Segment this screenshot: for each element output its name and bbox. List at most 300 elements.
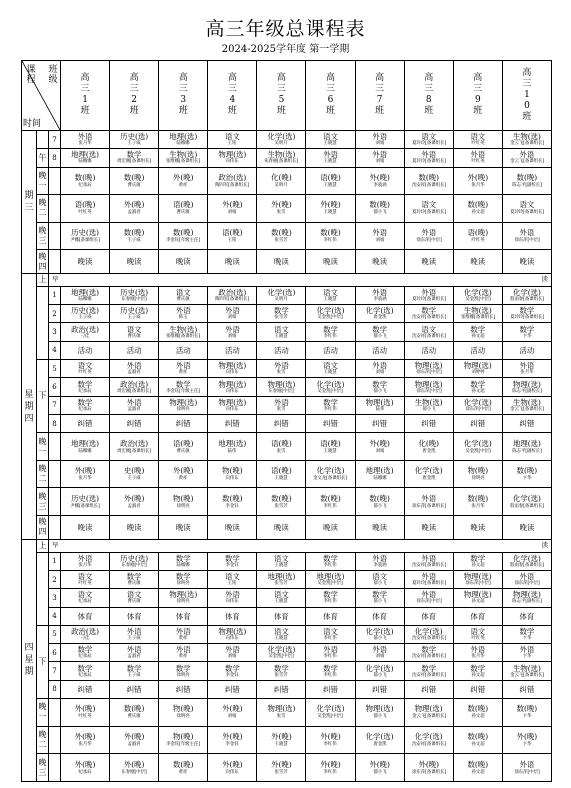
subject-name: 外语 bbox=[519, 572, 535, 581]
schedule-cell: 晚读 bbox=[159, 515, 208, 539]
schedule-cell bbox=[453, 699, 502, 727]
teacher-name: 张月华 bbox=[520, 370, 534, 376]
period-number bbox=[49, 726, 61, 754]
schedule-cell bbox=[208, 699, 257, 727]
teacher-name: 李金钰 bbox=[225, 742, 239, 747]
subject-name: 外语 bbox=[421, 572, 437, 581]
schedule-cell bbox=[257, 360, 306, 378]
class-header-char: 5 bbox=[278, 95, 285, 106]
teacher-name: 曹庆敏 bbox=[176, 297, 190, 302]
subject-name: 化学(选) bbox=[267, 132, 296, 142]
schedule-row bbox=[22, 488, 552, 516]
section-label bbox=[37, 552, 49, 625]
schedule-cell bbox=[453, 286, 502, 304]
section-label-char: 三 bbox=[38, 767, 47, 777]
subject-name: 体育 bbox=[421, 611, 437, 621]
teacher-name: 王晓慧 bbox=[323, 141, 338, 146]
subject-name: 史(晚) bbox=[123, 466, 145, 476]
subject-name: 外(晚) bbox=[74, 466, 96, 476]
teacher-name: 沈安祥[备课组长] bbox=[411, 315, 446, 321]
teacher-name: 黄祥 bbox=[178, 654, 188, 660]
subject-name: 语(晚) bbox=[172, 438, 194, 448]
teacher-name: 张月华 bbox=[471, 654, 485, 660]
teacher-name: 孙文超 bbox=[471, 672, 485, 678]
subject-name: 外语 bbox=[519, 150, 535, 160]
schedule-cell bbox=[306, 726, 355, 754]
subject-name: 外语 bbox=[274, 361, 289, 371]
subject-name: 外语 bbox=[519, 227, 535, 237]
subject-name: 纠错 bbox=[175, 684, 191, 694]
teacher-name: 王晓慧 bbox=[274, 562, 288, 568]
teacher-name: 叶红英 bbox=[471, 636, 485, 641]
section-label-char: 下 bbox=[38, 391, 47, 401]
subject-name: 外(晚) bbox=[123, 200, 145, 210]
subject-name: 外(晚) bbox=[271, 200, 292, 210]
schedule-cell bbox=[61, 323, 110, 341]
subject-name: 数(晚) bbox=[320, 493, 341, 503]
section-label-char: 晚 bbox=[38, 517, 47, 527]
schedule-cell bbox=[208, 415, 257, 433]
subject-name: 数(晚) bbox=[369, 200, 390, 210]
teacher-name: 李红伟 bbox=[323, 769, 338, 775]
schedule-cell: 晚读 bbox=[61, 515, 110, 539]
subject-name: 语文 bbox=[470, 626, 486, 636]
schedule-cell bbox=[404, 149, 453, 167]
teacher-name: 卞华 bbox=[522, 636, 532, 641]
schedule-cell bbox=[404, 360, 453, 378]
subject-name: 语文 bbox=[126, 590, 142, 600]
schedule-row bbox=[22, 644, 552, 662]
teacher-name: 郁小飞 bbox=[373, 503, 387, 509]
teacher-name: 张雪 bbox=[277, 210, 286, 216]
teacher-name: 东春刚[中层] bbox=[268, 388, 295, 394]
teacher-name: 刘娟 bbox=[227, 333, 237, 339]
teacher-name: 张维娜[备课组长] bbox=[460, 315, 495, 321]
schedule-cell bbox=[257, 625, 306, 643]
teacher-name: 徐明亮 bbox=[176, 407, 190, 412]
teacher-name: 沈安祥[备课组长] bbox=[411, 562, 446, 568]
schedule-cell bbox=[159, 570, 208, 588]
schedule-cell bbox=[159, 286, 208, 304]
subject-name: 外(晚) bbox=[320, 200, 341, 210]
teacher-name: 黄祥 bbox=[178, 370, 188, 376]
subject-name: 外(晚) bbox=[467, 172, 489, 182]
class-header-char: 高 bbox=[129, 73, 139, 84]
teacher-name: 郁小飞 bbox=[373, 581, 387, 586]
class-header-char: 0 bbox=[524, 100, 530, 111]
subject-name: 政治(选) bbox=[218, 287, 247, 297]
section-label bbox=[37, 149, 49, 167]
subject-name: 体育 bbox=[175, 611, 191, 621]
section-label-char: 晚 bbox=[38, 729, 47, 739]
schedule-cell bbox=[257, 552, 306, 570]
schedule-cell bbox=[453, 130, 502, 148]
schedule-cell bbox=[502, 305, 551, 323]
subject-name: 外语 bbox=[470, 150, 486, 160]
subject-name: 数学 bbox=[323, 553, 338, 563]
subject-name: 活动 bbox=[519, 345, 535, 355]
schedule-cell bbox=[355, 662, 404, 680]
subject-name: 物理(选) bbox=[414, 361, 443, 371]
subject-name: 数学 bbox=[274, 306, 289, 316]
subject-name: 数学 bbox=[470, 553, 486, 563]
teacher-name: 郁小飞 bbox=[373, 672, 387, 678]
subject-name: 语(晚) bbox=[74, 200, 96, 210]
schedule-cell bbox=[159, 644, 208, 662]
schedule-row bbox=[22, 589, 552, 607]
subject-name: 活动 bbox=[175, 345, 191, 355]
subject-name: 数学 bbox=[323, 324, 338, 334]
teacher-name: 孙文超 bbox=[471, 210, 485, 216]
teacher-name: 王子威 bbox=[127, 141, 141, 146]
subject-name: 地理(选) bbox=[365, 466, 394, 476]
schedule-cell bbox=[355, 699, 404, 727]
subject-name: 活动 bbox=[323, 345, 338, 355]
schedule-cell bbox=[306, 360, 355, 378]
subject-name: 外(晚) bbox=[172, 172, 194, 182]
class-header-char: 高 bbox=[522, 67, 532, 78]
schedule-cell bbox=[355, 130, 404, 148]
schedule-cell bbox=[159, 396, 208, 414]
subject-name: 外(晚) bbox=[320, 759, 341, 769]
teacher-name: 郁小飞 bbox=[373, 599, 387, 605]
subject-name: 数学 bbox=[323, 590, 338, 600]
schedule-cell bbox=[453, 570, 502, 588]
teacher-name: 王铭 bbox=[227, 581, 237, 586]
subject-name: 外(晚) bbox=[74, 759, 96, 769]
schedule-cell bbox=[502, 378, 551, 396]
schedule-cell bbox=[110, 570, 159, 588]
schedule-cell bbox=[453, 341, 502, 359]
section-label-char: 四 bbox=[38, 261, 47, 271]
teacher-name: 张月华 bbox=[78, 141, 92, 146]
teacher-name: 叶红英 bbox=[78, 210, 92, 216]
schedule-cell bbox=[61, 396, 110, 414]
teacher-name: 张雪芳 bbox=[274, 769, 288, 775]
teacher-name: 向伟东 bbox=[225, 407, 239, 412]
subject-name: 外(晚) bbox=[74, 731, 96, 741]
class-header bbox=[208, 61, 257, 131]
schedule-cell: 晚读 bbox=[208, 250, 257, 274]
schedule-cell bbox=[306, 570, 355, 588]
schedule-cell bbox=[110, 378, 159, 396]
subject-name: 外语 bbox=[77, 132, 93, 142]
section-label bbox=[37, 726, 49, 754]
subject-name: 数(晚) bbox=[467, 759, 489, 769]
section-label-char: 晚 bbox=[38, 757, 47, 767]
schedule-cell bbox=[257, 305, 306, 323]
subject-name: 化学(选) bbox=[365, 731, 394, 741]
teacher-name: 王子威 bbox=[78, 315, 92, 321]
subject-name: 历史(选) bbox=[120, 306, 149, 316]
subject-name: 体育 bbox=[470, 611, 486, 621]
schedule-cell bbox=[502, 130, 551, 148]
schedule-cell bbox=[61, 662, 110, 680]
period-number: 3 bbox=[49, 589, 61, 607]
teacher-name: 东春刚[中层] bbox=[121, 562, 147, 568]
subject-name: 物理(选) bbox=[169, 397, 198, 407]
subject-name: 外(晚) bbox=[369, 438, 390, 448]
subject-name: 纠错 bbox=[126, 684, 142, 694]
subject-name: 纠错 bbox=[323, 684, 338, 694]
schedule-cell bbox=[355, 589, 404, 607]
schedule-cell bbox=[502, 625, 551, 643]
subject-name: 数(晚) bbox=[516, 704, 538, 714]
subject-name: 外语 bbox=[224, 324, 240, 334]
period-number: 6 bbox=[49, 644, 61, 662]
class-header-char: 高 bbox=[326, 73, 336, 84]
schedule-cell bbox=[159, 305, 208, 323]
subject-name: 语文 bbox=[274, 324, 289, 334]
teacher-name: 徐东萍[中层] bbox=[416, 388, 442, 394]
schedule-cell bbox=[159, 680, 208, 698]
teacher-name: 张月华 bbox=[78, 476, 92, 482]
schedule-cell bbox=[404, 222, 453, 250]
schedule-cell bbox=[61, 378, 110, 396]
teacher-name: 刁佳 bbox=[80, 333, 90, 339]
schedule-cell bbox=[110, 195, 159, 223]
subject-name: 数学 bbox=[126, 150, 142, 160]
schedule-cell bbox=[355, 360, 404, 378]
schedule-cell bbox=[159, 378, 208, 396]
teacher-name: 徐明亮 bbox=[176, 714, 190, 720]
subject-name: 数学 bbox=[421, 663, 437, 673]
subject-name: 语(晚) bbox=[172, 200, 194, 210]
subject-name: 化学(选) bbox=[316, 306, 345, 316]
subject-name: 数(晚) bbox=[418, 172, 439, 182]
section-label-char: 一 bbox=[38, 446, 47, 456]
schedule-cell bbox=[61, 149, 110, 167]
subject-name: 数(晚) bbox=[516, 172, 538, 182]
schedule-row bbox=[22, 167, 552, 195]
schedule-cell bbox=[355, 625, 404, 643]
subject-name: 外语 bbox=[372, 645, 388, 655]
schedule-cell bbox=[159, 754, 208, 782]
teacher-name: 李红伟 bbox=[323, 599, 338, 605]
teacher-name: 殷雨春[备课组长] bbox=[509, 297, 544, 302]
schedule-cell bbox=[61, 726, 110, 754]
teacher-name: 王子威 bbox=[127, 237, 141, 243]
subject-name: 外语 bbox=[372, 132, 388, 142]
subject-name: 地理(选) bbox=[71, 150, 100, 160]
schedule-cell bbox=[355, 754, 404, 782]
subject-name: 数学 bbox=[421, 306, 437, 316]
teacher-name: 刘娟 bbox=[375, 237, 384, 243]
teacher-name: 吴明月 bbox=[274, 141, 288, 146]
teacher-name: 徐东萍[中层] bbox=[416, 237, 442, 243]
schedule-cell: 晚读 bbox=[208, 515, 257, 539]
teacher-name: 徐明亮 bbox=[471, 476, 485, 482]
schedule-cell bbox=[208, 167, 257, 195]
teacher-name: 徐东萍[中层] bbox=[416, 370, 442, 376]
subject-name: 语文 bbox=[175, 287, 191, 297]
teacher-name: 李红伟 bbox=[323, 333, 338, 339]
teacher-name: 陆娜娜 bbox=[78, 297, 92, 302]
teacher-name: 王晓慧 bbox=[323, 448, 338, 454]
subject-name: 纠错 bbox=[519, 684, 535, 694]
teacher-name: 李红伟 bbox=[323, 742, 338, 747]
section-label-char: 三 bbox=[38, 501, 47, 511]
teacher-name: 叶红英 bbox=[78, 581, 92, 586]
corner-class-label: 班级 bbox=[48, 65, 58, 85]
subject-name: 生物(选) bbox=[463, 306, 492, 316]
schedule-cell bbox=[355, 286, 404, 304]
schedule-cell bbox=[404, 415, 453, 433]
subject-name: 历史(选) bbox=[120, 553, 149, 563]
teacher-name: 陆娜娜 bbox=[78, 159, 92, 165]
teacher-name: 孙文超 bbox=[471, 599, 485, 605]
period-number: 2 bbox=[49, 570, 61, 588]
subject-name: 外(晚) bbox=[74, 704, 96, 714]
schedule-cell bbox=[502, 323, 551, 341]
subject-name: 纠错 bbox=[470, 684, 486, 694]
subject-name: 数(晚) bbox=[467, 704, 489, 714]
subject-name: 化学(选) bbox=[463, 397, 492, 407]
schedule-cell bbox=[453, 360, 502, 378]
teacher-name: 刘娟 bbox=[227, 210, 237, 216]
schedule-row bbox=[22, 396, 552, 414]
schedule-cell bbox=[257, 680, 306, 698]
subject-name: 数(晚) bbox=[467, 200, 489, 210]
schedule-cell bbox=[110, 305, 159, 323]
subject-name: 纠错 bbox=[421, 419, 437, 429]
schedule-cell bbox=[159, 589, 208, 607]
subject-name: 化学(选) bbox=[365, 306, 394, 316]
schedule-cell bbox=[306, 415, 355, 433]
schedule-row bbox=[22, 378, 552, 396]
period-number: 4 bbox=[49, 341, 61, 359]
teacher-name: 孙文超 bbox=[471, 388, 485, 394]
teacher-name: 黄祥 bbox=[178, 769, 188, 775]
teacher-name: 徐东萍[备课组长] bbox=[411, 503, 446, 509]
section-label-char: 下 bbox=[38, 656, 47, 666]
class-header-char: 班 bbox=[424, 106, 434, 117]
day-label-char: 三 bbox=[24, 203, 34, 214]
schedule-cell bbox=[355, 167, 404, 195]
schedule-cell bbox=[355, 488, 404, 516]
teacher-name: 向伟东 bbox=[225, 388, 239, 394]
schedule-row bbox=[22, 305, 552, 323]
teacher-name: 陆伟 bbox=[227, 448, 237, 454]
schedule-cell bbox=[306, 699, 355, 727]
schedule-cell bbox=[355, 396, 404, 414]
schedule-row bbox=[22, 360, 552, 378]
schedule-cell bbox=[110, 754, 159, 782]
subject-name: 体育 bbox=[77, 611, 93, 621]
subject-name: 活动 bbox=[421, 345, 437, 355]
teacher-name: 纪承辰 bbox=[78, 182, 92, 188]
teacher-name: 徐东萍[中层] bbox=[514, 581, 540, 586]
teacher-name: 曹庆敏 bbox=[127, 714, 141, 720]
schedule-cell bbox=[306, 460, 355, 488]
section-label-char: 晚 bbox=[38, 198, 47, 208]
subject-name: 物理(选) bbox=[463, 361, 492, 371]
day-label-char: 星 bbox=[24, 655, 34, 666]
subject-name: 外语 bbox=[175, 306, 191, 316]
schedule-cell bbox=[61, 195, 110, 223]
schedule-cell bbox=[502, 460, 551, 488]
subject-name: 地理(选) bbox=[512, 438, 541, 448]
schedule-cell bbox=[502, 726, 551, 754]
schedule-cell bbox=[355, 433, 404, 461]
day-label-char: 期 bbox=[24, 191, 34, 202]
subject-name: 数学 bbox=[519, 626, 535, 636]
schedule-row bbox=[22, 250, 552, 274]
subject-name: 政治(选) bbox=[218, 172, 247, 182]
schedule-cell bbox=[453, 680, 502, 698]
teacher-name: 孙文超 bbox=[471, 562, 485, 568]
subject-name: 政治(选) bbox=[71, 324, 100, 334]
teacher-name: 王晓慧 bbox=[323, 159, 338, 165]
teacher-name: 王子威 bbox=[127, 672, 141, 678]
subject-name: 数学 bbox=[470, 379, 486, 389]
class-header-char: 三 bbox=[424, 84, 434, 95]
schedule-cell: 晚读 bbox=[453, 515, 502, 539]
class-header bbox=[61, 61, 110, 131]
schedule-cell bbox=[404, 396, 453, 414]
teacher-name: 吴金凯[中层] bbox=[268, 654, 295, 660]
schedule-cell bbox=[159, 488, 208, 516]
schedule-cell bbox=[502, 552, 551, 570]
teacher-name: 张月华 bbox=[471, 182, 485, 188]
schedule-cell bbox=[257, 488, 306, 516]
schedule-row bbox=[22, 286, 552, 304]
schedule-cell bbox=[257, 644, 306, 662]
schedule-cell bbox=[404, 167, 453, 195]
section-label-char: 上 bbox=[38, 540, 47, 550]
schedule-row bbox=[22, 460, 552, 488]
subject-name: 外语 bbox=[372, 287, 388, 297]
schedule-cell bbox=[257, 195, 306, 223]
teacher-name: 徐明亮 bbox=[176, 581, 190, 586]
header-row bbox=[22, 61, 552, 131]
teacher-name: 李红伟 bbox=[323, 562, 338, 568]
teacher-name: 陈志平[副校长] bbox=[512, 182, 542, 188]
class-header bbox=[306, 61, 355, 131]
teacher-name: 夏玲玲[备课组长] bbox=[411, 159, 446, 165]
class-header-char: 班 bbox=[178, 106, 188, 117]
schedule-cell bbox=[208, 754, 257, 782]
subject-name: 数(晚) bbox=[123, 227, 145, 237]
section-label bbox=[37, 360, 49, 433]
teacher-name: 纪承辰 bbox=[78, 654, 92, 660]
subject-name: 地理(选) bbox=[218, 438, 247, 448]
teacher-name: 叶红英 bbox=[471, 141, 485, 146]
schedule-cell bbox=[61, 167, 110, 195]
subject-name: 化学(选) bbox=[365, 663, 394, 673]
subject-name: 数学 bbox=[519, 306, 535, 316]
subject-name: 数(晚) bbox=[123, 172, 145, 182]
class-header-char: 班 bbox=[129, 106, 139, 117]
teacher-name: 叶红英 bbox=[471, 237, 485, 243]
subject-name: 数学 bbox=[126, 572, 142, 581]
schedule-cell bbox=[453, 433, 502, 461]
period-number bbox=[49, 699, 61, 727]
schedule-cell bbox=[61, 460, 110, 488]
section-label-char: 晚 bbox=[38, 464, 47, 474]
subject-name: 外(晚) bbox=[320, 731, 341, 741]
schedule-cell bbox=[404, 460, 453, 488]
teacher-name: 王晓慧 bbox=[323, 297, 338, 302]
subject-name: 体育 bbox=[126, 611, 142, 621]
schedule-cell bbox=[110, 680, 159, 698]
period-number bbox=[49, 195, 61, 223]
schedule-cell bbox=[61, 433, 110, 461]
schedule-cell bbox=[502, 286, 551, 304]
teacher-name: 孟淑君 bbox=[127, 503, 141, 509]
teacher-name: 张雪芳 bbox=[274, 237, 288, 243]
schedule-cell bbox=[404, 662, 453, 680]
